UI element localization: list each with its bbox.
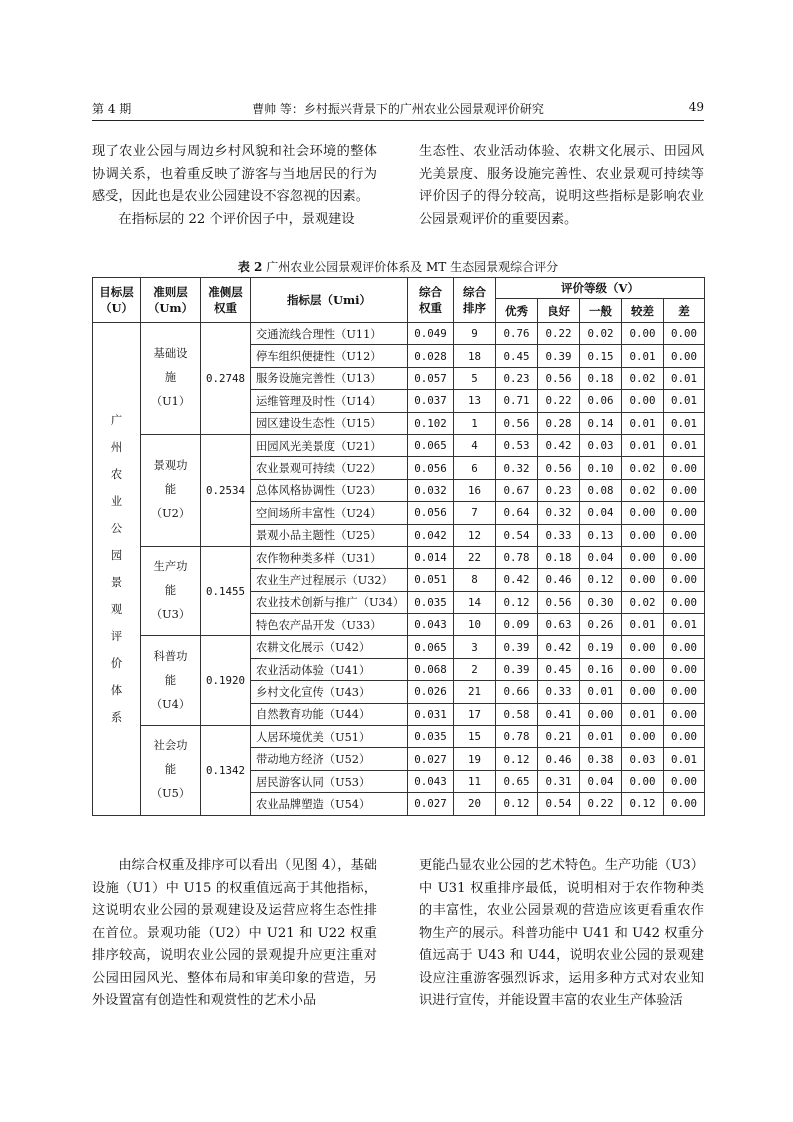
grade-excellent-cell: 0.78 [496,546,538,568]
grade-good-cell: 0.39 [538,345,580,367]
paragraph: 生态性、农业活动体验、农耕文化展示、田园风光美景度、服务设施完善性、农业景观可持续等评价因子的得分较高，说明这些指标是影响农业公园景观评价的重要因素。 [419,144,704,227]
overall-weight-cell: 0.026 [408,681,454,703]
grade-poor-cell: 0.02 [622,367,664,389]
grade-bad-cell: 0.00 [664,569,705,591]
grade-excellent-cell: 0.23 [496,367,538,389]
grade-fair-cell: 0.01 [580,726,622,748]
grade-good-cell: 0.33 [538,524,580,546]
indicator-cell: 农业生产过程展示（U32） [251,569,408,591]
grade-good-cell: 0.18 [538,546,580,568]
text-bottom-left [92,855,377,1013]
rank-cell: 8 [454,569,496,591]
rank-cell: 11 [454,770,496,792]
rank-cell: 19 [454,748,496,770]
rank-cell: 16 [454,479,496,501]
paragraph: 更能凸显农业公园的艺术特色。生产功能（U3）中 U31 权重排序最低，说明相对于农作物种类的丰富性，农业公园景观的营造应该更看重农作物生产的展示。科普功能中 U41 和 U42 权重分值远高于 U43 和 U44，说明农业公园的景观建设应注重游客强烈诉求，运用多种方式对农业知识进行宣传，并能设置丰富的农业生产体验活 [419,858,704,1008]
indicator-cell: 人居环境优美（U51） [251,726,408,748]
table-row [93,636,705,658]
grade-poor-cell: 0.00 [622,658,664,680]
grade-bad-cell: 0.00 [664,591,705,613]
grade-good-cell: 0.54 [538,793,580,815]
overall-weight-cell: 0.027 [408,748,454,770]
grade-fair-cell: 0.38 [580,748,622,770]
grade-fair-cell: 0.03 [580,434,622,456]
grade-excellent-cell: 0.09 [496,614,538,636]
criteria-weight-cell: 0.2534 [201,434,251,546]
grade-bad-cell: 0.00 [664,524,705,546]
grade-poor-cell: 0.00 [622,546,664,568]
grade-good-cell: 0.41 [538,703,580,725]
grade-good-cell: 0.63 [538,614,580,636]
grade-poor-cell: 0.01 [622,434,664,456]
grade-poor-cell: 0.01 [622,614,664,636]
grade-good-cell: 0.56 [538,591,580,613]
grade-bad-cell: 0.00 [664,546,705,568]
indicator-cell: 农耕文化展示（U42） [251,636,408,658]
grade-bad-cell: 0.00 [664,726,705,748]
grade-excellent-cell: 0.71 [496,390,538,412]
rank-cell: 3 [454,636,496,658]
rank-cell: 20 [454,793,496,815]
grade-fair-cell: 0.04 [580,546,622,568]
indicator-cell: 自然教育功能（U44） [251,703,408,725]
indicator-cell: 服务设施完善性（U13） [251,367,408,389]
overall-weight-cell: 0.028 [408,345,454,367]
indicator-cell: 农业活动体验（U41） [251,658,408,680]
grade-fair-cell: 0.12 [580,569,622,591]
grade-excellent-cell: 0.12 [496,591,538,613]
grade-bad-cell: 0.01 [664,748,705,770]
grade-good-cell: 0.42 [538,636,580,658]
rank-cell: 10 [454,614,496,636]
criteria-weight-cell: 0.1342 [201,726,251,816]
overall-weight-cell: 0.031 [408,703,454,725]
grade-good-cell: 0.22 [538,390,580,412]
overall-weight-cell: 0.068 [408,658,454,680]
grade-bad-cell: 0.01 [664,390,705,412]
grade-fair-cell: 0.10 [580,457,622,479]
criteria-name-cell: 生产功能（U3） [141,546,201,636]
table-label: 表 2 [237,260,263,274]
table-title: 广州农业公园景观评价体系及 MT 生态园景观综合评分 [266,260,559,274]
indicator-cell: 居民游客认同（U53） [251,770,408,792]
grade-excellent-cell: 0.56 [496,412,538,434]
running-title: 曹帅 等：乡村振兴背景下的广州农业公园景观评价研究 [252,102,544,116]
grade-poor-cell: 0.00 [622,569,664,591]
grade-poor-cell: 0.01 [622,703,664,725]
rank-cell: 4 [454,434,496,456]
grade-poor-cell: 0.01 [622,345,664,367]
overall-weight-cell: 0.049 [408,323,454,345]
header-grade-good: 良好 [538,299,580,323]
table-row [93,323,705,345]
criteria-weight-cell: 0.2748 [201,323,251,435]
overall-weight-cell: 0.042 [408,524,454,546]
grade-poor-cell: 0.00 [622,524,664,546]
criteria-weight-cell: 0.1455 [201,546,251,636]
table-row [93,546,705,568]
indicator-cell: 田园风光美景度（U21） [251,434,408,456]
header-grade-excellent: 优秀 [496,299,538,323]
grade-bad-cell: 0.00 [664,323,705,345]
rank-cell: 7 [454,502,496,524]
grade-bad-cell: 0.01 [664,367,705,389]
grade-fair-cell: 0.13 [580,524,622,546]
indicator-cell: 乡村文化宣传（U43） [251,681,408,703]
grade-good-cell: 0.23 [538,479,580,501]
overall-weight-cell: 0.056 [408,457,454,479]
rank-cell: 9 [454,323,496,345]
indicator-cell: 停车组织便捷性（U12） [251,345,408,367]
indicator-cell: 农业品牌塑造（U54） [251,793,408,815]
grade-good-cell: 0.31 [538,770,580,792]
paragraph: 由综合权重及排序可以看出（见图 4），基础设施（U1）中 U15 的权重值远高于其他指标，这说明农业公园的景观建设及运营应将生态性排在首位。景观功能（U2）中 U21 和 U22 权重排序较高，说明农业公园的景观提升应更注重对公园田园风光、整体布局和审美印象的营造，另外设置富有创造性和观赏性的艺术小品 [92,858,377,1008]
header-criteria-weight: 准侧层 权重 [201,278,251,323]
grade-excellent-cell: 0.64 [496,502,538,524]
header-rank: 综合 排序 [454,278,496,323]
grade-good-cell: 0.22 [538,323,580,345]
header-indicator: 指标层（Umi） [251,278,408,323]
page-number: 49 [688,100,704,114]
grade-excellent-cell: 0.39 [496,636,538,658]
grade-fair-cell: 0.30 [580,591,622,613]
grade-excellent-cell: 0.12 [496,793,538,815]
grade-poor-cell: 0.00 [622,681,664,703]
grade-bad-cell: 0.01 [664,434,705,456]
header-grade-fair: 一般 [580,299,622,323]
header-grade: 评价等级（V） [496,278,705,299]
issue-number: 第 4 期 [92,102,132,116]
overall-weight-cell: 0.065 [408,434,454,456]
criteria-name-cell: 景观功能（U2） [141,434,201,546]
grade-fair-cell: 0.02 [580,323,622,345]
indicator-cell: 运维管理及时性（U14） [251,390,408,412]
rank-cell: 21 [454,681,496,703]
grade-bad-cell: 0.00 [664,479,705,501]
grade-excellent-cell: 0.78 [496,726,538,748]
grade-bad-cell: 0.00 [664,502,705,524]
grade-excellent-cell: 0.39 [496,658,538,680]
grade-bad-cell: 0.00 [664,658,705,680]
grade-good-cell: 0.56 [538,367,580,389]
rank-cell: 6 [454,457,496,479]
paragraph: 现了农业公园与周边乡村风貌和社会环境的整体协调关系，也着重反映了游客与当地居民的行为感受，因此也是农业公园建设不容忽视的因素。 [92,144,377,204]
grade-excellent-cell: 0.65 [496,770,538,792]
overall-weight-cell: 0.057 [408,367,454,389]
header-criteria: 准则层 （Um） [141,278,201,323]
grade-fair-cell: 0.15 [580,345,622,367]
grade-good-cell: 0.28 [538,412,580,434]
indicator-cell: 农业技术创新与推广（U34） [251,591,408,613]
grade-good-cell: 0.33 [538,681,580,703]
header-grade-poor: 较差 [622,299,664,323]
grade-excellent-cell: 0.66 [496,681,538,703]
rank-cell: 18 [454,345,496,367]
indicator-cell: 空间场所丰富性（U24） [251,502,408,524]
grade-fair-cell: 0.26 [580,614,622,636]
grade-bad-cell: 0.00 [664,457,705,479]
text-bottom-right [419,855,704,1013]
grade-fair-cell: 0.19 [580,636,622,658]
overall-weight-cell: 0.043 [408,770,454,792]
overall-weight-cell: 0.035 [408,591,454,613]
grade-poor-cell: 0.00 [622,390,664,412]
indicator-cell: 农作物种类多样（U31） [251,546,408,568]
grade-good-cell: 0.42 [538,434,580,456]
grade-good-cell: 0.32 [538,502,580,524]
rank-cell: 15 [454,726,496,748]
rank-cell: 12 [454,524,496,546]
rank-cell: 17 [454,703,496,725]
header-grade-bad: 差 [664,299,705,323]
grade-fair-cell: 0.04 [580,502,622,524]
grade-excellent-cell: 0.54 [496,524,538,546]
indicator-cell: 景观小品主题性（U25） [251,524,408,546]
grade-good-cell: 0.21 [538,726,580,748]
grade-poor-cell: 0.00 [622,502,664,524]
table-body [93,323,705,816]
grade-fair-cell: 0.04 [580,770,622,792]
grade-excellent-cell: 0.12 [496,748,538,770]
grade-poor-cell: 0.02 [622,591,664,613]
criteria-name-cell: 科普功能（U4） [141,636,201,726]
grade-fair-cell: 0.18 [580,367,622,389]
grade-bad-cell: 0.00 [664,636,705,658]
grade-excellent-cell: 0.67 [496,479,538,501]
grade-poor-cell: 0.00 [622,636,664,658]
overall-weight-cell: 0.032 [408,479,454,501]
grade-good-cell: 0.45 [538,658,580,680]
grade-poor-cell: 0.00 [622,726,664,748]
evaluation-table [92,277,705,816]
grade-poor-cell: 0.01 [622,412,664,434]
grade-fair-cell: 0.06 [580,390,622,412]
grade-bad-cell: 0.01 [664,412,705,434]
grade-excellent-cell: 0.32 [496,457,538,479]
criteria-weight-cell: 0.1920 [201,636,251,726]
grade-poor-cell: 0.00 [622,323,664,345]
grade-fair-cell: 0.14 [580,412,622,434]
overall-weight-cell: 0.102 [408,412,454,434]
table-caption [92,259,704,275]
grade-excellent-cell: 0.53 [496,434,538,456]
header-overall-weight: 综合 权重 [408,278,454,323]
grade-excellent-cell: 0.45 [496,345,538,367]
rank-cell: 13 [454,390,496,412]
indicator-cell: 农业景观可持续（U22） [251,457,408,479]
overall-weight-cell: 0.035 [408,726,454,748]
header-target: 目标层 （U） [93,278,141,323]
indicator-cell: 交通流线合理性（U11） [251,323,408,345]
rank-cell: 2 [454,658,496,680]
table-row [93,434,705,456]
grade-poor-cell: 0.02 [622,457,664,479]
grade-excellent-cell: 0.76 [496,323,538,345]
criteria-name-cell: 基础设施（U1） [141,323,201,435]
grade-excellent-cell: 0.42 [496,569,538,591]
overall-weight-cell: 0.056 [408,502,454,524]
grade-bad-cell: 0.00 [664,793,705,815]
grade-bad-cell: 0.01 [664,614,705,636]
overall-weight-cell: 0.043 [408,614,454,636]
grade-fair-cell: 0.00 [580,703,622,725]
overall-weight-cell: 0.014 [408,546,454,568]
rank-cell: 22 [454,546,496,568]
overall-weight-cell: 0.065 [408,636,454,658]
grade-bad-cell: 0.00 [664,770,705,792]
grade-fair-cell: 0.01 [580,681,622,703]
grade-good-cell: 0.46 [538,569,580,591]
grade-poor-cell: 0.03 [622,748,664,770]
target-name-cell: 广州农业公园景观评价体系 [93,323,141,816]
grade-excellent-cell: 0.58 [496,703,538,725]
grade-poor-cell: 0.02 [622,479,664,501]
rank-cell: 1 [454,412,496,434]
grade-fair-cell: 0.22 [580,793,622,815]
grade-poor-cell: 0.12 [622,793,664,815]
criteria-name-cell: 社会功能（U5） [141,726,201,816]
overall-weight-cell: 0.037 [408,390,454,412]
grade-good-cell: 0.56 [538,457,580,479]
grade-fair-cell: 0.16 [580,658,622,680]
grade-bad-cell: 0.00 [664,681,705,703]
grade-bad-cell: 0.00 [664,703,705,725]
overall-weight-cell: 0.027 [408,793,454,815]
rank-cell: 14 [454,591,496,613]
grade-bad-cell: 0.00 [664,345,705,367]
indicator-cell: 园区建设生态性（U15） [251,412,408,434]
grade-poor-cell: 0.00 [622,770,664,792]
text-top-right [419,141,704,231]
overall-weight-cell: 0.051 [408,569,454,591]
indicator-cell: 带动地方经济（U52） [251,748,408,770]
text-top-left [92,141,377,231]
running-header [92,100,704,121]
indicator-cell: 特色农产品开发（U33） [251,614,408,636]
grade-good-cell: 0.46 [538,748,580,770]
rank-cell: 5 [454,367,496,389]
indicator-cell: 总体风格协调性（U23） [251,479,408,501]
table-row [93,726,705,748]
paragraph: 在指标层的 22 个评价因子中，景观建设 [118,211,355,227]
grade-fair-cell: 0.08 [580,479,622,501]
